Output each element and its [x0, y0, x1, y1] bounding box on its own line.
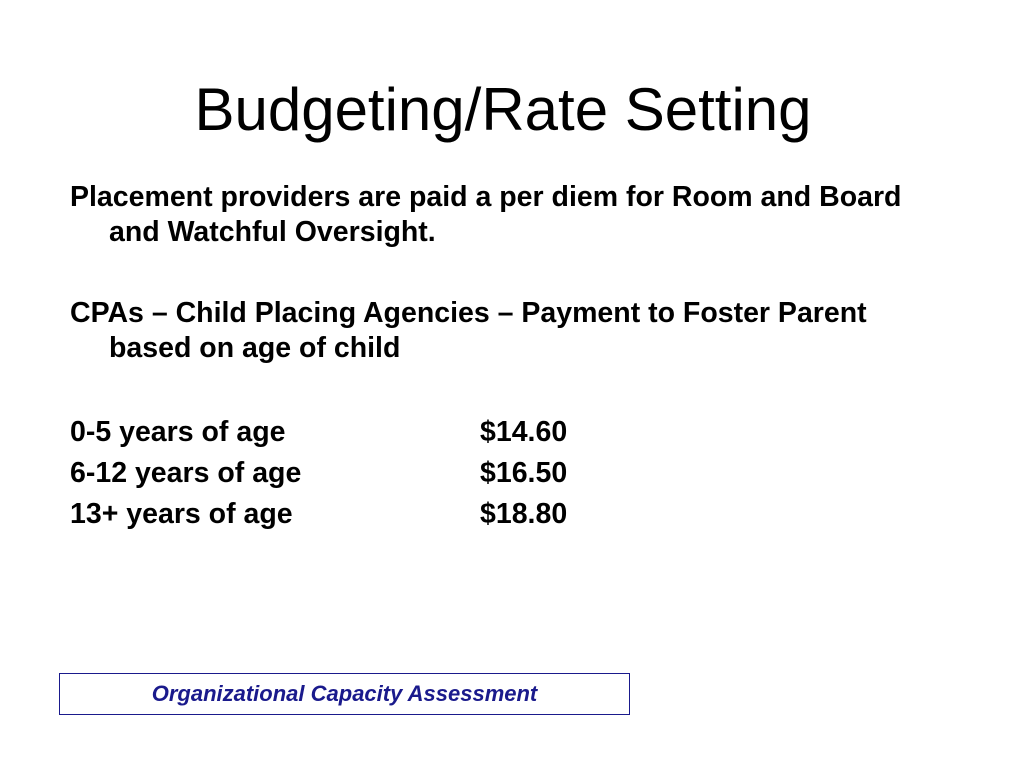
- paragraph-placement-providers: Placement providers are paid a per diem for Room and Board and Watchful Oversight.: [70, 181, 902, 248]
- rate-amount: $14.60: [480, 416, 568, 448]
- rate-amount: $16.50: [480, 457, 568, 489]
- slide-title: Budgeting/Rate Setting: [194, 76, 812, 143]
- footer-box: [59, 673, 630, 715]
- rate-list: [70, 412, 950, 535]
- rate-age: 13+ years of age: [70, 498, 293, 530]
- rate-amount: $18.80: [480, 498, 568, 530]
- rate-age: 6-12 years of age: [70, 457, 302, 489]
- rate-row: [70, 453, 950, 494]
- rate-row: [70, 412, 950, 453]
- rate-age: 0-5 years of age: [70, 416, 286, 448]
- paragraph-cpas: CPAs – Child Placing Agencies – Payment to Foster Parent based on age of child: [70, 297, 867, 364]
- slide-body: [70, 180, 950, 535]
- rate-row: [70, 494, 950, 535]
- footer-label: Organizational Capacity Assessment: [151, 681, 538, 706]
